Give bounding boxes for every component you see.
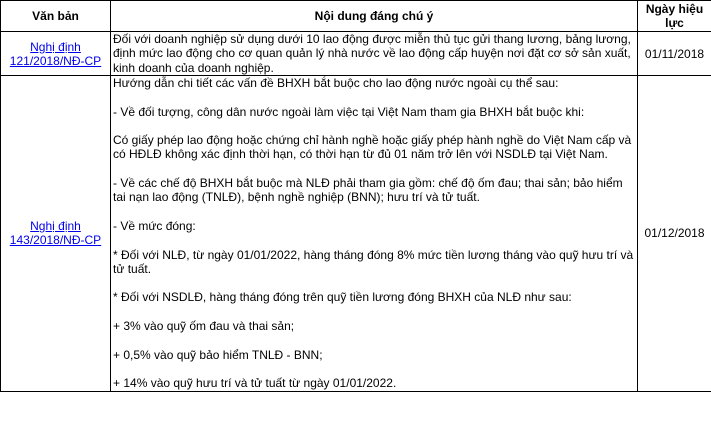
header-van-ban: Văn bản — [1, 1, 111, 32]
effective-date-cell: 01/11/2018 — [638, 32, 711, 76]
table-row — [1, 32, 711, 76]
content-paragraph: Có giấy phép lao động hoặc chứng chỉ hành nghề hoặc giấy phép hành nghề do Việt Nam cấp và có HĐLĐ không xác định thời hạn, có thời hạn từ đủ 01 năm trở lên với NSDLĐ tại Việt Nam. — [113, 133, 632, 162]
van-ban-cell — [1, 76, 111, 392]
effective-date-cell: 01/12/2018 — [638, 76, 711, 392]
decree-143-link[interactable]: Nghị định 143/2018/NĐ-CP — [9, 219, 102, 248]
content-cell — [111, 32, 638, 76]
content-paragraph: + 3% vào quỹ ốm đau và thai sản; — [113, 319, 295, 334]
decree-121-link[interactable]: Nghị định 121/2018/NĐ-CP — [9, 39, 102, 68]
header-noi-dung: Nội dung đáng chú ý — [111, 1, 638, 32]
content-paragraph: Đối với doanh nghiệp sử dụng dưới 10 lao động được miễn thủ tục gửi thang lương, bảng lương, định mức lao động cho cơ quan quản lý nhà nước về lao động cấp huyện nơi đặt cơ sở sản xuất, kinh doanh của doanh nghiệp. — [113, 32, 631, 75]
header-ngay-hieu-luc: Ngày hiệu lực — [638, 1, 711, 32]
table-row — [1, 76, 711, 392]
table-header-row — [1, 1, 711, 32]
van-ban-cell — [1, 32, 111, 76]
content-paragraph: - Về đối tượng, công dân nước ngoài làm việc tại Việt Nam tham gia BHXH bắt buộc khi: — [113, 104, 585, 119]
content-paragraph: - Về mức đóng: — [113, 218, 196, 233]
content-paragraph: - Về các chế độ BHXH bắt buộc mà NLĐ phải tham gia gồm: chế độ ốm đau; thai sản; bảo hiểm tai nạn lao động (TNLĐ), bệnh nghề nghiệp (BNN); hưu trí và tử tuất. — [113, 176, 623, 205]
content-cell — [111, 76, 638, 392]
content-paragraph: Hướng dẫn chi tiết các vấn đề BHXH bắt buộc cho lao động nước ngoài cụ thể sau: — [113, 76, 559, 90]
content-paragraph: * Đối với NSDLĐ, hàng tháng đóng trên quỹ tiền lương đóng BHXH của NLĐ như sau: — [113, 290, 572, 305]
content-paragraph: * Đối với NLĐ, từ ngày 01/01/2022, hàng tháng đóng 8% mức tiền lương tháng vào quỹ hưu trí và tử tuất. — [113, 247, 634, 276]
content-paragraph: + 0,5% vào quỹ bảo hiểm TNLĐ - BNN; — [113, 347, 323, 362]
content-paragraph: + 14% vào quỹ hưu trí và tử tuất từ ngày 01/01/2022. — [113, 376, 397, 391]
